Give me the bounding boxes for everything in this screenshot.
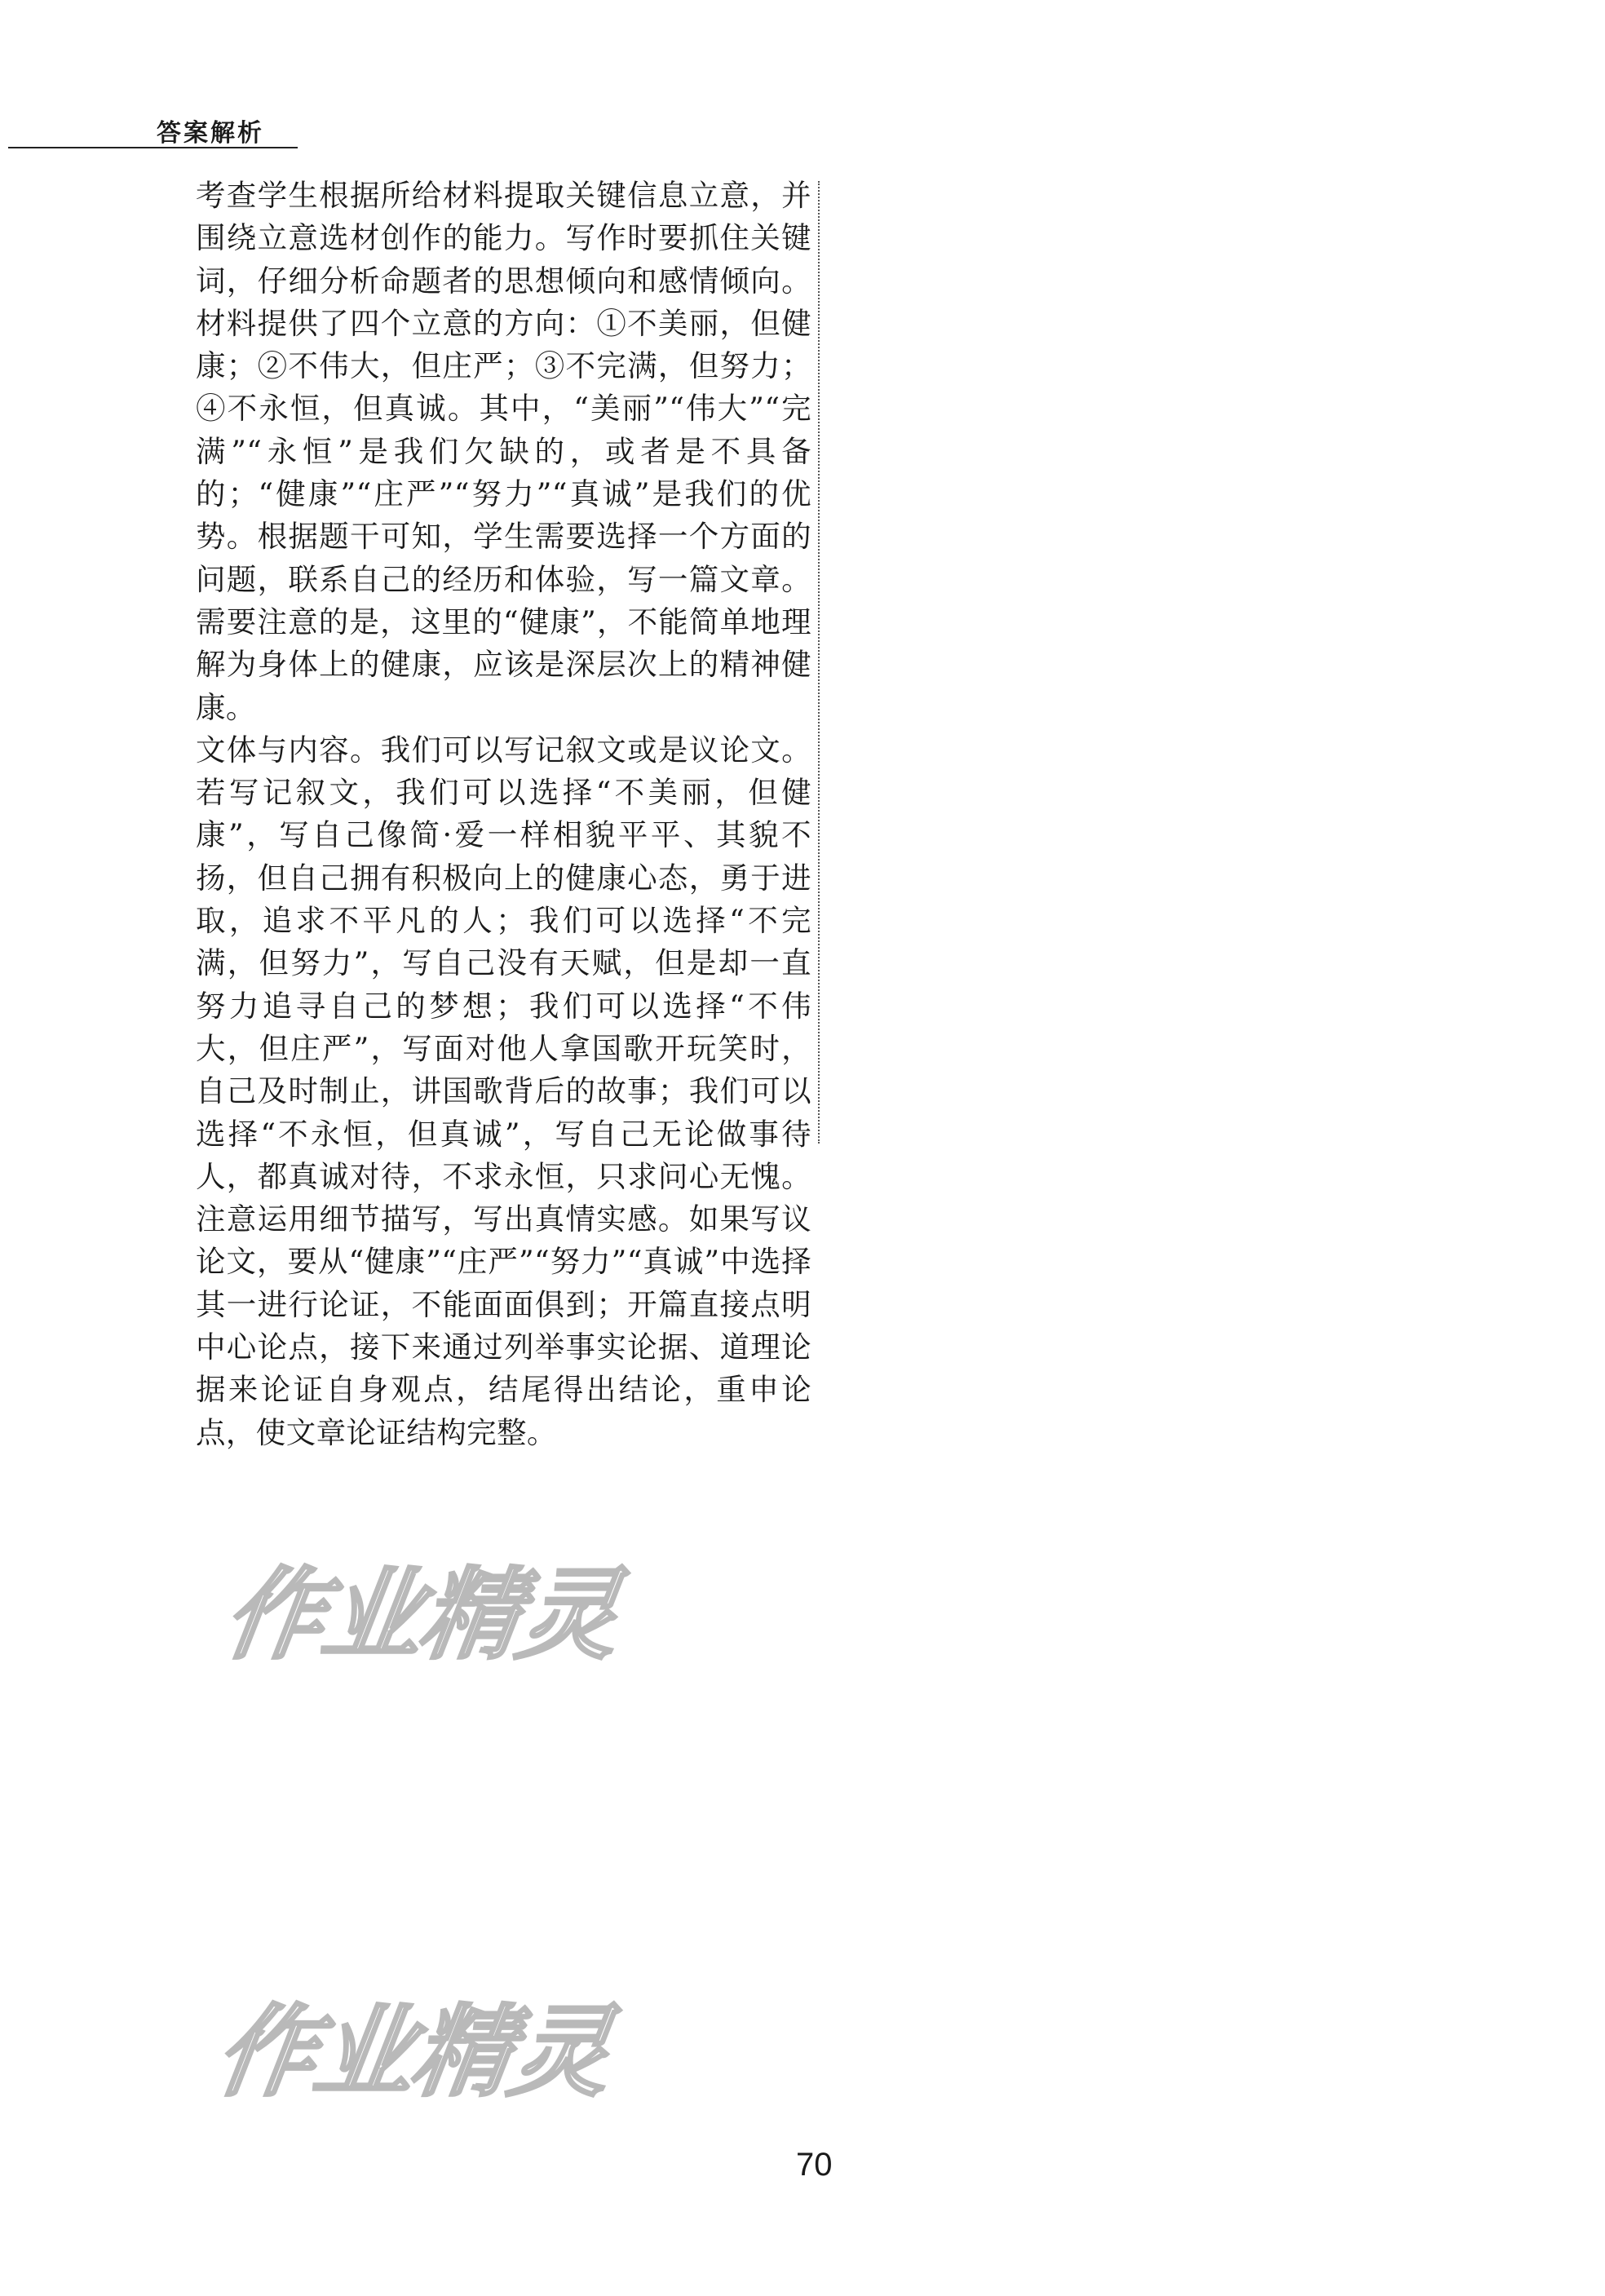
paragraph-genre-content: 文体与内容。我们可以写记叙文或是议论文。若写记叙文，我们可以选择“不美丽，但健康”，写自己像简·爱一样相貌平平、其貌不扬，但自己拥有积极向上的健康心态，勇于进取，追求不平凡的人；我们可以选择“不完满，但努力”，写自己没有天赋，但是却一直努力追寻自己的梦想；我们可以选择“不伟大，但庄严”，写面对他人拿国歌开玩笑时，自己及时制止，讲国歌背后的故事；我们可以选择“不永恒，但真诚”，写自己无论做事待人，都真诚对待，不求永恒，只求问心无愧。注意运用细节描写，写出真情实感。如果写议论文，要从“健康”“庄严”“努力”“真诚”中选择其一进行论证，不能面面俱到；开篇直接点明中心论点，接下来通过列举事实论据、道理论据来论证自身观点，结尾得出结论，重申论点，使文章论证结构完整。 — [196, 732, 811, 1450]
column-divider — [818, 181, 820, 1144]
header-rule — [8, 147, 298, 148]
page-number: 70 — [796, 2147, 833, 2183]
watermark-logo: 作业精灵 — [217, 1557, 626, 1673]
section-label: 答案解析 — [157, 119, 264, 148]
answer-text-column — [196, 175, 811, 1454]
paragraph-analysis: 考查学生根据所给材料提取关键信息立意，并围绕立意选材创作的能力。写作时要抓住关键词，仔细分析命题者的思想倾向和感情倾向。材料提供了四个立意的方向：①不美丽，但健康；②不伟大，但庄严；③不完满，但努力；④不永恒，但真诚。其中，“美丽”“伟大”“完满”“永恒”是我们欠缺的，或者是不具备的；“健康”“庄严”“努力”“真诚”是我们的优势。根据题干可知，学生需要选择一个方面的问题，联系自己的经历和体验，写一篇文章。需要注意的是，这里的“健康”，不能简单地理解为身体上的健康，应该是深层次上的精神健康。 — [196, 178, 811, 725]
watermark-logo: 作业精灵 — [209, 1994, 617, 2110]
